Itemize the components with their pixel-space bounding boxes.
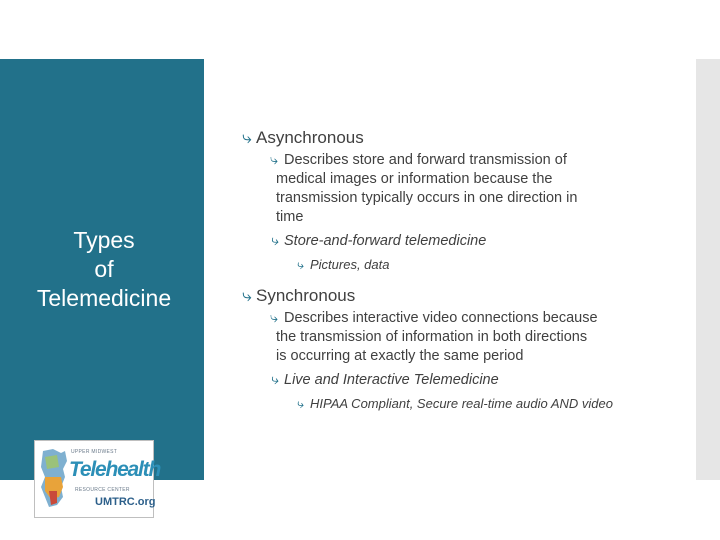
async-desc-line-2: medical images or information because the bbox=[276, 171, 553, 187]
bullet-arrow-icon: ⤷ bbox=[242, 286, 252, 305]
async-desc-line-4: time bbox=[276, 209, 304, 225]
umtrc-logo bbox=[34, 440, 161, 518]
scroll-edge-bar bbox=[696, 59, 720, 480]
sync-desc-line-2: the transmission of information in both directions bbox=[276, 329, 588, 345]
logo-url: UMTRC.org bbox=[95, 496, 156, 508]
bullet-arrow-icon: ⤷ bbox=[270, 233, 279, 249]
sync-example bbox=[296, 395, 613, 412]
bullet-synchronous bbox=[242, 286, 355, 306]
sync-description bbox=[270, 309, 598, 328]
async-example bbox=[296, 256, 390, 273]
bullet-arrow-icon: ⤷ bbox=[296, 257, 304, 272]
title-line-2: of bbox=[94, 256, 114, 282]
async-subtype bbox=[270, 232, 486, 251]
async-desc-line-1: Describes store and forward transmission of bbox=[284, 152, 567, 168]
async-description bbox=[270, 151, 567, 170]
async-subtype-label: Store-and-forward telemedicine bbox=[284, 233, 487, 249]
bullet-arrow-icon: ⤷ bbox=[270, 152, 279, 168]
heading-asynchronous: Asynchronous bbox=[256, 128, 364, 147]
bullet-asynchronous bbox=[242, 128, 364, 148]
title-line-3: Telemedicine bbox=[36, 285, 172, 311]
async-desc-line-3: transmission typically occurs in one direction in bbox=[276, 190, 578, 206]
slide-title bbox=[14, 226, 194, 313]
sync-example-label: HIPAA Compliant, Secure real-time audio AND video bbox=[310, 396, 613, 411]
bullet-arrow-icon: ⤷ bbox=[242, 128, 252, 147]
sync-subtype bbox=[270, 371, 499, 390]
logo-sub-text: RESOURCE CENTER bbox=[75, 487, 130, 493]
sync-desc-line-3: is occurring at exactly the same period bbox=[276, 348, 524, 364]
logo-top-text: UPPER MIDWEST bbox=[71, 449, 118, 455]
bullet-arrow-icon: ⤷ bbox=[270, 310, 279, 326]
sync-desc-line-1: Describes interactive video connections because bbox=[284, 310, 598, 326]
midwest-map-icon bbox=[39, 447, 69, 509]
bullet-arrow-icon: ⤷ bbox=[296, 396, 304, 411]
logo-wordmark: Telehealth bbox=[69, 458, 161, 481]
bullet-arrow-icon: ⤷ bbox=[270, 372, 279, 388]
heading-synchronous: Synchronous bbox=[256, 286, 356, 305]
async-example-label: Pictures, data bbox=[310, 257, 390, 272]
title-line-1: Types bbox=[73, 227, 135, 253]
sync-subtype-label: Live and Interactive Telemedicine bbox=[284, 372, 499, 388]
